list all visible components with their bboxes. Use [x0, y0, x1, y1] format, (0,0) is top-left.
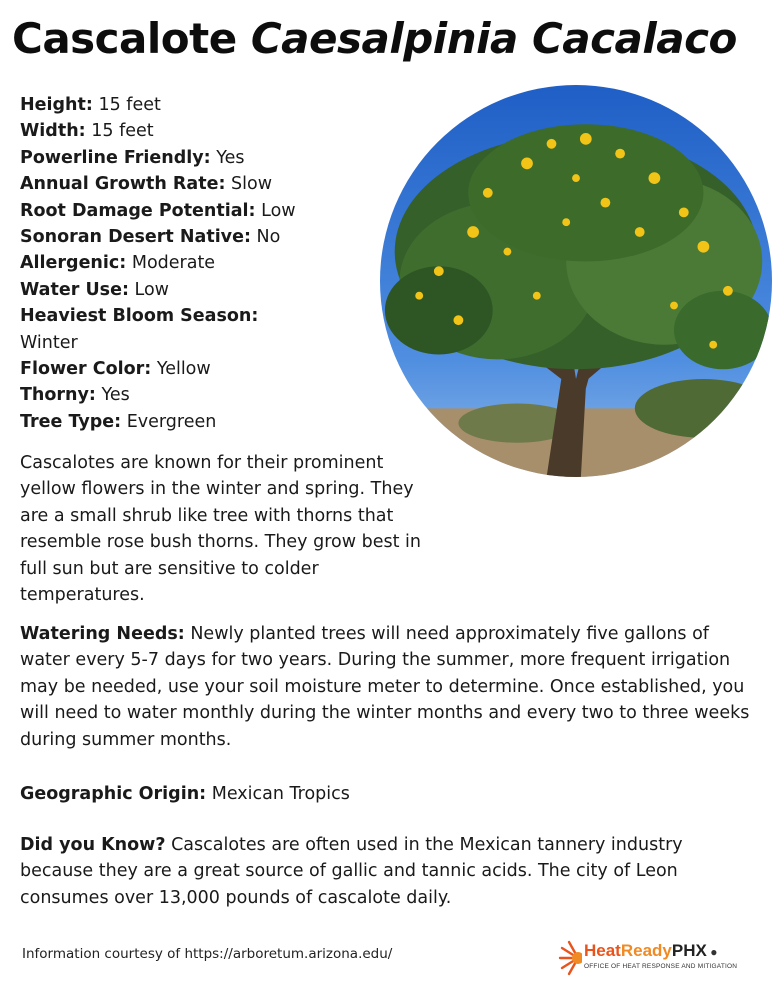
logo-tagline: OFFICE OF HEAT RESPONSE AND MITIGATION: [584, 963, 738, 970]
fact-water-use: Water Use: Low: [20, 279, 169, 300]
page-title: [12, 14, 737, 63]
fact-growth-rate: Annual Growth Rate: Slow: [20, 174, 273, 195]
did-you-know-text: Cascalotes are often used in the Mexican tannery industry because they are a great source of gallic and tannic acids. The city of Leon consumes over 13,000 pounds of cascalote daily.: [20, 835, 683, 908]
geographic-origin-text: Mexican Tropics: [211, 784, 350, 804]
did-you-know-label: Did you Know?: [20, 835, 166, 855]
geographic-origin-paragraph: [20, 781, 760, 807]
fact-root-damage: Root Damage Potential: Low: [20, 200, 296, 221]
watering-needs-paragraph: [20, 621, 760, 753]
heatready-phx-logo: [556, 938, 746, 982]
fact-desert-native: Sonoran Desert Native: No: [20, 227, 281, 248]
sun-icon: [556, 938, 582, 978]
fact-thorny: Thorny: Yes: [20, 385, 130, 406]
tree-photo: [380, 85, 772, 477]
scientific-name: Caesalpinia Cacalaco: [250, 14, 737, 63]
description-paragraph: Cascalotes are known for their prominent yellow flowers in the winter and spring. They are a small shrub like tree with thorns that resemble rose bush thorns. They grow best in full sun but are sensitive to colder temperatures.: [20, 453, 421, 606]
watering-needs-label: Watering Needs:: [20, 624, 185, 644]
geographic-origin-label: Geographic Origin:: [20, 784, 207, 804]
fact-height: Height: 15 feet: [20, 95, 161, 115]
tree-facts-list: [20, 92, 320, 435]
fact-allergenic: Allergenic: Moderate: [20, 253, 216, 274]
fact-width: Width: 15 feet: [20, 121, 154, 142]
source-credit: Information courtesy of https://arboretum.arizona.edu/: [22, 946, 393, 962]
fact-bloom-season: Heaviest Bloom Season: Winter: [20, 306, 259, 353]
fact-flower-color: Flower Color: Yellow: [20, 359, 211, 380]
fact-tree-type: Tree Type: Evergreen: [20, 411, 217, 432]
did-you-know-paragraph: [20, 832, 760, 911]
common-name: Cascalote: [12, 14, 237, 63]
logo-wordmark: HeatReadyPHX ●: [584, 941, 718, 960]
watering-needs-text: Newly planted trees will need approximately five gallons of water every 5-7 days for two years. During the summer, more frequent irrigation may be needed, use your soil moisture meter to determine. Once established, you will need to water monthly during the winter months and every two to three weeks during summer months.: [20, 624, 750, 750]
fact-powerline-friendly: Powerline Friendly: Yes: [20, 147, 245, 168]
globe-icon: ●: [706, 945, 718, 959]
